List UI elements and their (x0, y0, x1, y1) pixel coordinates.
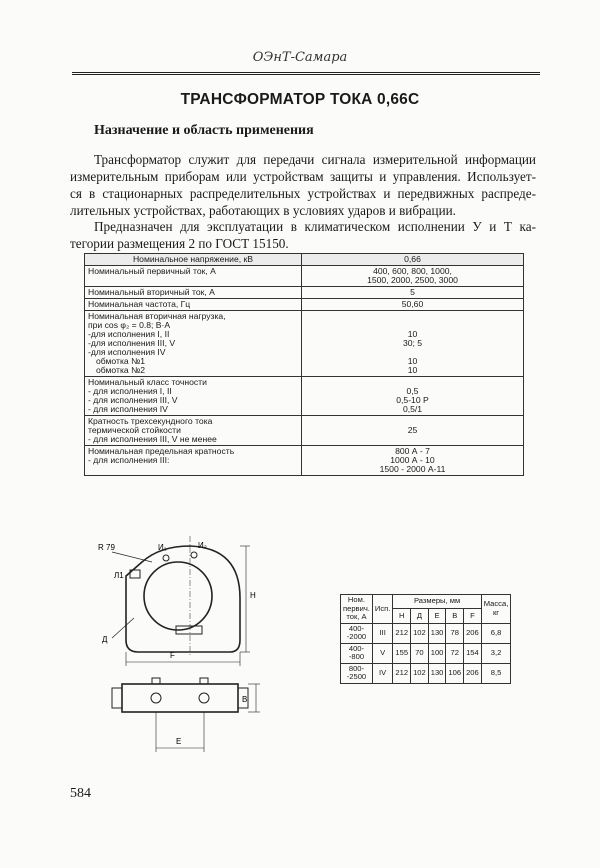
running-header: ОЭнТ-Самара (252, 50, 348, 65)
label-d: Д (102, 635, 108, 644)
terminal-i1 (163, 555, 169, 561)
label-e: Е (176, 737, 182, 746)
cell-value: 212 (393, 623, 411, 643)
cell-value: 72 (446, 643, 464, 663)
side-terminal-left (151, 693, 161, 703)
cell-value: 78 (446, 623, 464, 643)
cell-value: 102 (411, 663, 429, 683)
label-h: Н (250, 591, 256, 600)
terminal-i2 (191, 552, 197, 558)
cell-value: 155 (393, 643, 411, 663)
spec-label: Номинальная частота, Гц (85, 299, 302, 311)
cell-nominal: 800- -2500 (341, 663, 373, 683)
transformer-drawing (90, 528, 290, 768)
table-row (85, 266, 524, 287)
col-e: Е (428, 609, 446, 623)
paragraph-line: тегории размещения 2 по ГОСТ 15150. (70, 236, 289, 251)
spec-value: 5 (302, 287, 524, 299)
spec-label: Кратность трехсекундного тока термической стойкости - для исполнения III, V не менее (85, 416, 302, 446)
cell-value: 130 (428, 623, 446, 643)
spec-value: 800 А - 7 1000 А - 10 1500 - 2000 А-11 (302, 446, 524, 476)
paragraph-line: Предназначен для эксплуатации в климатическом исполнении У и Т ка- (94, 219, 536, 234)
cell-mass: 3,2 (481, 643, 511, 663)
table-header-cell: Номинальное напряжение, кВ (85, 254, 302, 266)
table-row (85, 416, 524, 446)
paragraph-purpose (70, 151, 536, 219)
table-row (85, 311, 524, 377)
document-title: ТРАНСФОРМАТОР ТОКА 0,66С (180, 91, 420, 108)
table-row (85, 446, 524, 476)
spec-value: 0,5 0,5-10 Р 0,5/1 (302, 377, 524, 416)
col-h: Н (393, 609, 411, 623)
cell-value: 70 (411, 643, 429, 663)
cell-value: 130 (428, 663, 446, 683)
cell-version: III (372, 623, 392, 643)
cell-version: V (372, 643, 392, 663)
side-view-body (122, 684, 238, 712)
cell-value: 206 (464, 663, 482, 683)
spec-value: 400, 600, 800, 1000, 1500, 2000, 2500, 3000 (302, 266, 524, 287)
spec-value: 50,60 (302, 299, 524, 311)
spec-label: Номинальная предельная кратность - для исполнения III: (85, 446, 302, 476)
label-l1: Л1 (114, 571, 124, 580)
table-row (341, 623, 511, 643)
col-dimensions: Размеры, мм (393, 595, 481, 609)
cell-value: 100 (428, 643, 446, 663)
spec-label: Номинальный класс точности - для исполнения I, II - для исполнения III, V - для исполнения IV (85, 377, 302, 416)
col-nominal-current: Ном. первич. ток, А (341, 595, 373, 624)
spec-label: Номинальный первичный ток, А (85, 266, 302, 287)
cell-value: 102 (411, 623, 429, 643)
col-b: В (446, 609, 464, 623)
spec-label: Номинальный вторичный ток, А (85, 287, 302, 299)
cell-nominal: 400- -800 (341, 643, 373, 663)
page-number: 584 (70, 786, 91, 801)
cell-nominal: 400- -2000 (341, 623, 373, 643)
table-row (85, 377, 524, 416)
table-row (341, 643, 511, 663)
col-version: Исп. (372, 595, 392, 624)
table-header-cell: 0,66 (302, 254, 524, 266)
table-row (85, 287, 524, 299)
cell-mass: 6,8 (481, 623, 511, 643)
side-terminal-right (199, 693, 209, 703)
label-b: В (242, 695, 248, 704)
label-i1: И₁ (158, 543, 167, 552)
label-r79: R 79 (98, 543, 115, 552)
paragraph-line: ся в стационарных распределительных устройствах и передвижных распреде- (70, 186, 536, 201)
table-row (341, 663, 511, 683)
dimensions-table (340, 594, 511, 684)
paragraph-line: измерительным приборам или устройствам защиты и управления. Использует- (70, 169, 536, 184)
cell-mass: 8,5 (481, 663, 511, 683)
radius-leader (112, 552, 152, 562)
paragraph-line: Трансформатор служит для передачи сигнала измерительной информации (94, 152, 536, 167)
spec-label: Номинальная вторичная нагрузка, при cos φ₂ = 0.8; В·А -для исполнения I, II -для исполнения III, V -для исполнения IV обмотка №1 обмотка №2 (85, 311, 302, 377)
label-i2: И₂ (198, 541, 207, 550)
col-f: F (464, 609, 482, 623)
table-header-row (85, 254, 524, 266)
specifications-table (84, 253, 524, 476)
col-d: Д (411, 609, 429, 623)
section-title: Назначение и область применения (94, 123, 314, 138)
cell-value: 206 (464, 623, 482, 643)
col-mass: Масса, кг (481, 595, 511, 624)
paragraph-line: лительных устройствах, работающих в условиях ударов и вибрации. (70, 203, 456, 218)
cell-value: 212 (393, 663, 411, 683)
paragraph-usage (70, 218, 536, 252)
cell-value: 154 (464, 643, 482, 663)
cell-version: IV (372, 663, 392, 683)
header-rule (72, 72, 540, 75)
spec-value: 10 30; 5 10 10 (302, 311, 524, 377)
table-row (85, 299, 524, 311)
table-header-row (341, 595, 511, 609)
cell-value: 106 (446, 663, 464, 683)
spec-value: 25 (302, 416, 524, 446)
window-opening (144, 562, 212, 630)
label-f: F (170, 651, 175, 660)
